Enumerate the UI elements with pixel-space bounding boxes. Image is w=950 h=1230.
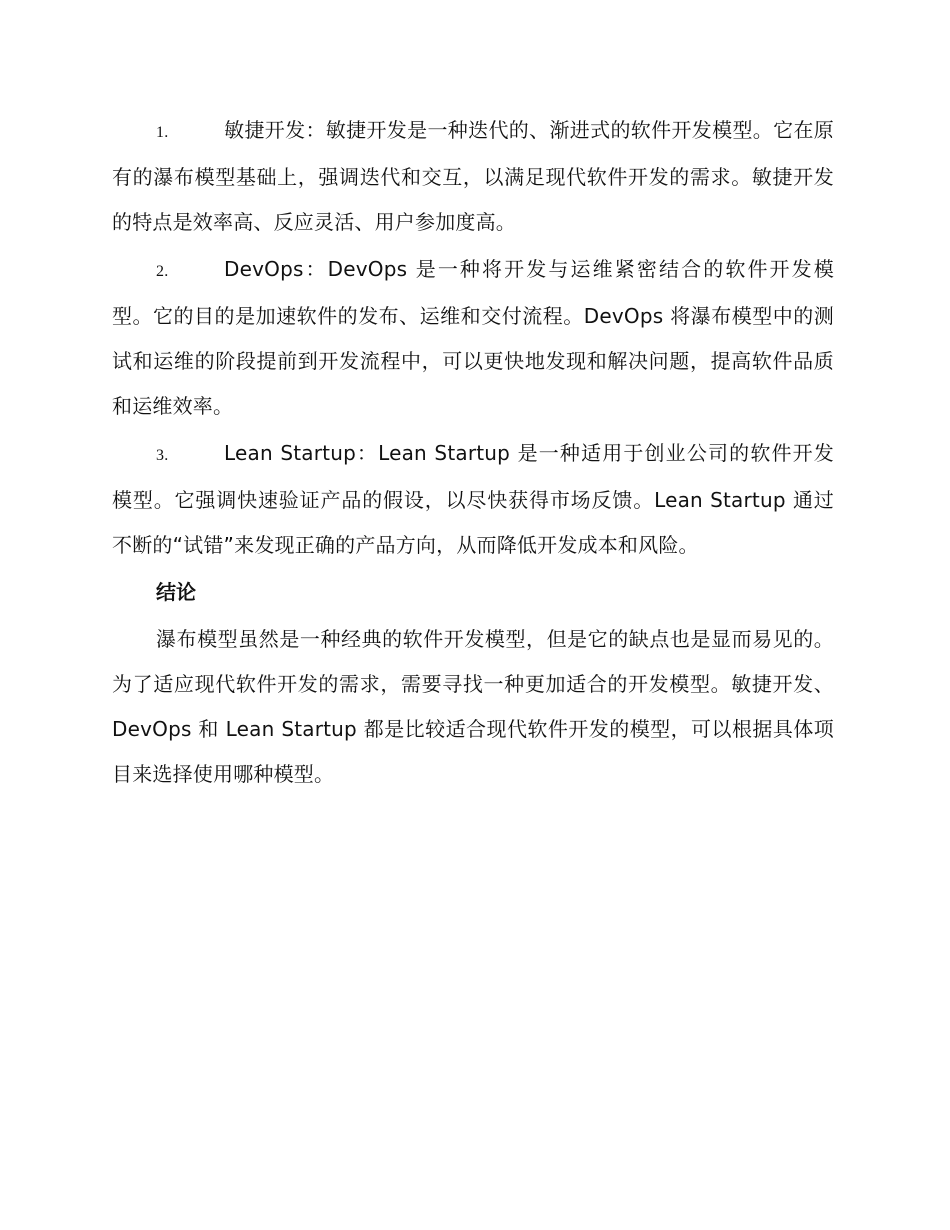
list-number: 2. [156, 263, 169, 280]
conclusion-heading: 结论 [156, 580, 196, 604]
list-item-devops [112, 247, 834, 429]
conclusion-paragraph: 瀑布模型虽然是一种经典的软件开发模型，但是它的缺点也是显而易见的。为了适应现代软件开发的需求，需要寻找一种更加适合的开发模型。敏捷开发、DevOps 和 Lean Startup 都是比较适合现代软件开发的模型，可以根据具体项目来选择使用哪种模型。 [112, 627, 834, 786]
list-item-text: DevOps：DevOps 是一种将开发与运维紧密结合的软件开发模型。它的目的是加速软件的发布、运维和交付流程。DevOps 将瀑布模型中的测试和运维的阶段提前到开发流程中，可以更快地发现和解决问题，提高软件品质和运维效率。 [112, 257, 834, 418]
list-number: 3. [156, 447, 169, 464]
document-content [112, 108, 834, 799]
list-number: 1. [156, 124, 169, 141]
list-item-agile [112, 108, 834, 245]
list-item-text: Lean Startup：Lean Startup 是一种适用于创业公司的软件开发模型。它强调快速验证产品的假设，以尽快获得市场反馈。Lean Startup 通过不断的“试错”来发现正确的产品方向，从而降低开发成本和风险。 [112, 441, 834, 557]
list-item-lean-startup [112, 431, 834, 568]
list-item-text: 敏捷开发：敏捷开发是一种迭代的、渐进式的软件开发模型。它在原有的瀑布模型基础上，强调迭代和交互，以满足现代软件开发的需求。敏捷开发的特点是效率高、反应灵活、用户参加度高。 [112, 118, 834, 234]
